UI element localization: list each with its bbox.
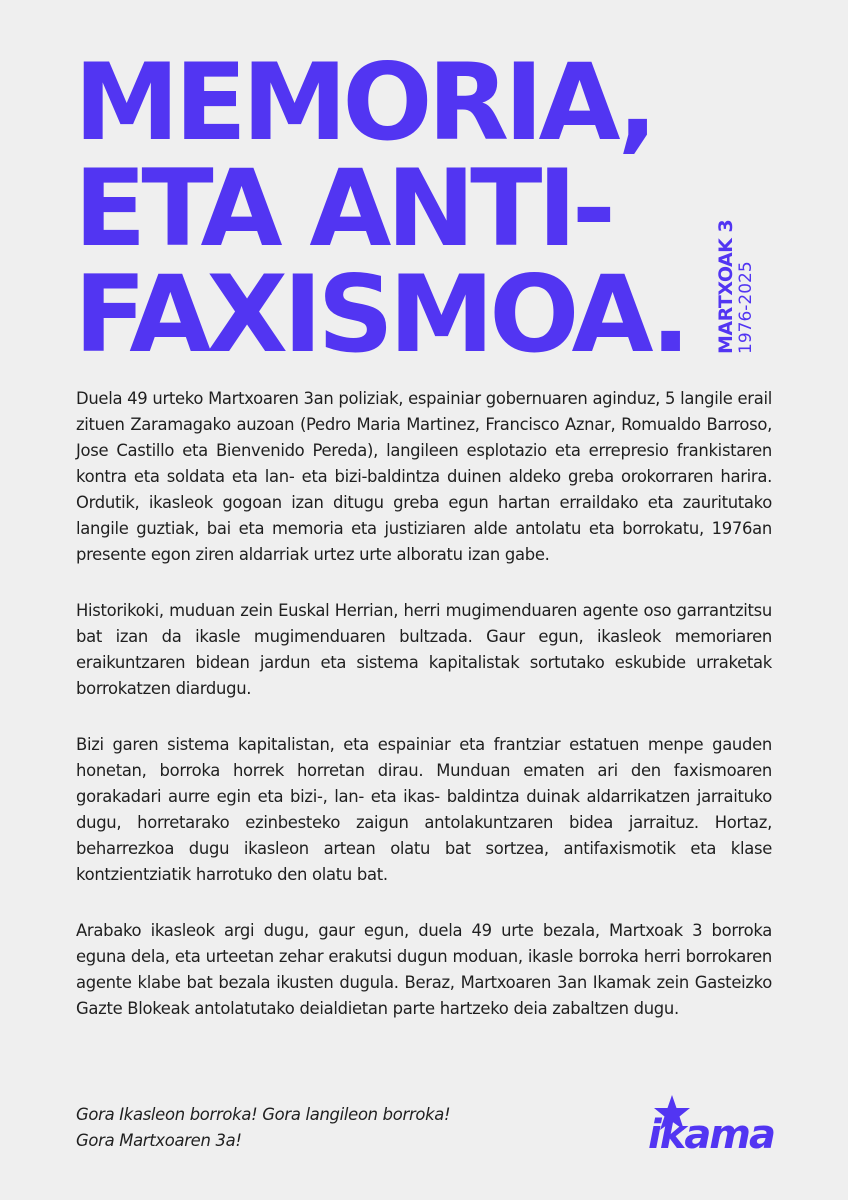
- logo-text: ikama: [648, 1112, 774, 1158]
- paragraph-1: Duela 49 urteko Martxoaren 3an poliziak, espainiar gobernuaren aginduz, 5 langile erail zituen Zaramagako auzoan (Pedro Maria Martinez, Francisco Aznar, Romualdo Barroso, Jose Castillo eta Bienvenido Pereda), langileen esplotazio eta errepresio frankistaren kontra eta soldata eta lan- eta bizi-baldintza duinen aldeko greba orokorraren harira. Ordutik, ikasleok gogoan izan ditugu greba egun hartan erraildako eta zauritutako langile guztiak, bai eta memoria eta justiziaren alde antolatu eta borrokatu, 1976an presente egon ziren aldarriak urtez urte alboratu izan gabe.: [76, 389, 772, 564]
- title-line-2: ETA ANTI-: [74, 147, 611, 270]
- closing-line-2: Gora Martxoaren 3a!: [76, 1131, 242, 1150]
- ikama-logo: [638, 1093, 778, 1159]
- closing-line-1: Gora Ikasleon borroka! Gora langileon borroka!: [76, 1105, 451, 1124]
- title-line-1: MEMORIA,: [74, 41, 653, 164]
- side-date-block: [716, 208, 754, 354]
- closing-slogans: [76, 1102, 596, 1154]
- paragraph-4: Arabako ikasleok argi dugu, gaur egun, duela 49 urte bezala, Martxoak 3 borroka eguna dela, eta urteetan zehar erakutsi dugun moduan, ikasle borroka herri borrokaren agente klabe bat bezala ikusten dugula. Beraz, Martxoaren 3an Ikamak zein Gasteizko Gazte Blokeak antolatutako deialdietan parte hartzeko deia zabaltzen dugu.: [76, 921, 772, 1018]
- body-text: [76, 386, 772, 1052]
- paragraph-2: Historikoki, muduan zein Euskal Herrian, herri mugimenduaren agente oso garrantzitsu bat izan da ikasle mugimenduaren bultzada. Gaur egun, ikasleok memoriaren eraikuntzaren bidean jardun eta sistema kapitalistak sortutako eskubide urraketak borrokatzen diardugu.: [76, 601, 772, 698]
- poster-title: [74, 41, 714, 376]
- side-years: 1976-2025: [736, 261, 756, 354]
- side-date: MARTXOAK 3: [715, 219, 737, 354]
- title-line-3: FAXISMOA.: [74, 253, 686, 376]
- paragraph-3: Bizi garen sistema kapitalistan, eta espainiar eta frantziar estatuen menpe gauden honetan, borroka horrek horretan dirau. Munduan ematen ari den faxismoaren gorakadari aurre egin eta bizi-, lan- eta ikas- baldintza duinak aldarrikatzen jarraituko dugu, horretarako ezinbesteko zaigun antolakuntzaren bidea jarraituz. Hortaz, beharrezkoa dugu ikasleon artean olatu bat sortzea, antifaxismotik eta klase kontzientziatik harrotuko den olatu bat.: [76, 735, 772, 884]
